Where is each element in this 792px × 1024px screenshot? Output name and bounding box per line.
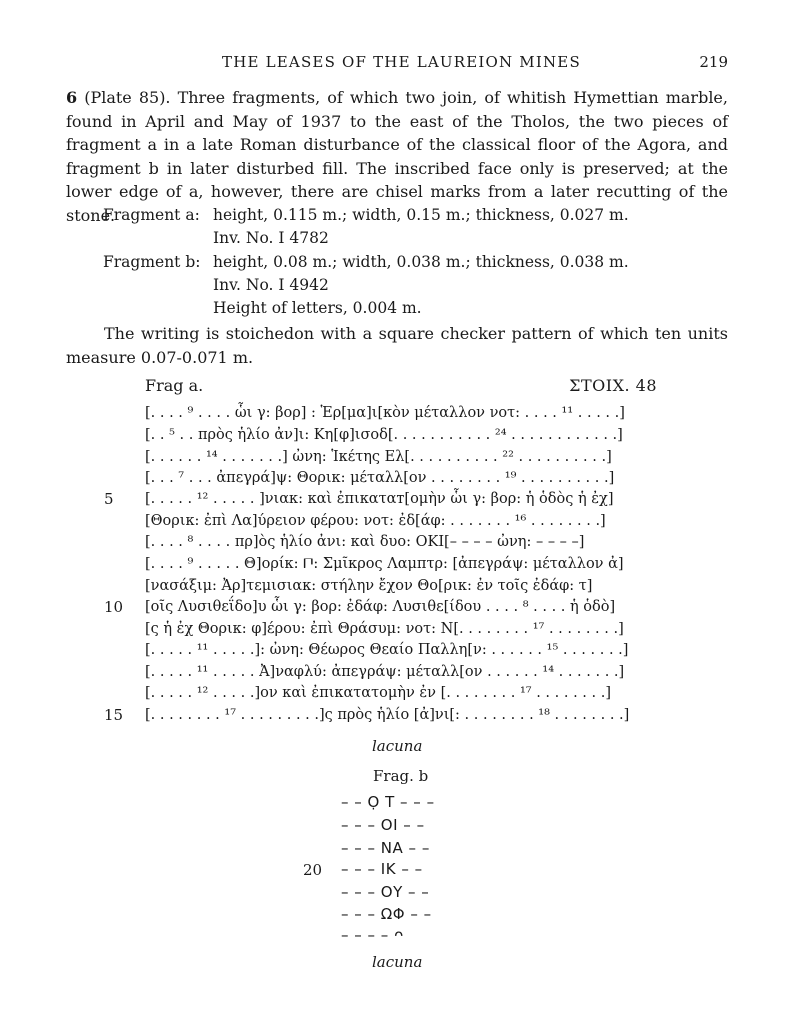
- frag-a-heading: [145, 376, 657, 398]
- inscription-line-11: [ς ἡ ἐχ Θορικ: φ]έρου: ἐπὶ Θράσυμ: νοτ: Ν[. . . . . . . . ¹⁷ . . . . . . . .]: [145, 621, 624, 637]
- lacuna-a: lacuna: [372, 737, 423, 755]
- inscription-line-4: [. . . ⁷ . . . ἀπεγρά]ψ: Θορικ: μέταλλ[ον . . . . . . . . ¹⁹ . . . . . . . . . .]: [145, 470, 615, 486]
- inscription-line-2: [. . ⁵ . . πρὸς ἡλίο ἀν]ι: Κη[φ]ισοδ[. . . . . . . . . . . ²⁴ . . . . . . . . . . . .]: [145, 427, 623, 443]
- fragment-b-label: Fragment b:: [103, 253, 201, 271]
- line-number-20: 20: [303, 861, 323, 879]
- line-number-10: 10: [104, 598, 124, 616]
- line-number-5: 5: [104, 490, 114, 508]
- frag-b-line-5: – – – ΟΥ – –: [341, 883, 430, 901]
- frag-b-line-4: – – – ΙΚ – –: [341, 860, 423, 878]
- frag-b-line-7: – – – – ᴖ: [341, 926, 404, 944]
- inscription-line-15: [. . . . . . . . ¹⁷ . . . . . . . . .]ς πρὸς ἡλίο [ἀ]νι[: . . . . . . . . ¹⁸ . . . . . . . .]: [145, 707, 630, 723]
- inscription-line-10: [οῖς Λυσιθεΐδο]υ ὧι γ: βορ: ἐδάφ: Λυσιθε[ίδου . . . . ⁸ . . . . ἡ ὁδὸ]: [145, 599, 616, 615]
- fragment-a-measurements: [103, 204, 629, 227]
- frag-b-line-1: – – Ọ Τ – – –: [341, 793, 435, 811]
- inscription-line-1: [. . . . ⁹ . . . . ὧι γ: βορ] : Ἑρ[μα]ι[κὸν μέταλλον νοτ: . . . . ¹¹ . . . . .]: [145, 405, 625, 421]
- writing-note: The writing is stoichedon with a square checker pattern of which ten units measure 0.07-0.071 m.: [66, 324, 728, 367]
- inscription-line-8: [. . . . ⁹ . . . . . Θ]ορίκ: 𐅃: Σμῖκρος Λαμπτρ: [ἀπεγράψ: μέταλλον ἀ]: [145, 556, 624, 572]
- frag-b-title: Frag. b: [373, 767, 429, 785]
- fragment-b-inv-no: Inv. No. I 4942: [213, 276, 329, 294]
- inscription-line-9: [νασάξιμ: Ἀρ]τεμισιακ: στήλην ἔχον Θο[ρικ: ἐν τοῖς ἐδάφ: τ]: [145, 578, 593, 594]
- line-number-15: 15: [104, 706, 124, 724]
- frag-b-line-2: – – – ΟΙ – –: [341, 816, 425, 834]
- fragment-b-measurements: [103, 251, 629, 274]
- inscription-line-14: [. . . . . ¹² . . . . .]ον καὶ ἐπικατατομὴν ἐν [. . . . . . . . ¹⁷ . . . . . . . .]: [145, 685, 612, 701]
- inscription-line-7: [. . . . ⁸ . . . . πρ]ὸς ἡλίο ἀνι: καὶ δυο: ΟΚΙ[– – – – ὠνη: – – – –]: [145, 534, 585, 550]
- frag-a-title: Frag a.: [145, 376, 204, 395]
- running-header: [0, 53, 792, 75]
- running-title: THE LEASES OF THE LAUREION MINES: [222, 53, 581, 71]
- inscription-line-6: [Θορικ: ἐπὶ Λα]ύρειον φέρου: νοτ: ἐδ[άφ: . . . . . . . ¹⁶ . . . . . . . .]: [145, 513, 606, 529]
- entry-number: 6: [66, 88, 78, 107]
- intro-text: (Plate 85). Three fragments, of which two join, of whitish Hymettian marble, found in April and May of 1937 to the east of the Tholos, the two pieces of fragment a in a late Roman disturbance of the classical floor of the Agora, and fragment b in later disturbed fill. The inscribed face only is preserved; at the lower edge of a, however, there are chisel marks from a later recutting of the stone.: [66, 88, 728, 225]
- fragment-a-inv-no: Inv. No. I 4782: [213, 229, 329, 247]
- frag-b-line-6: – – – ΩΦ – –: [341, 905, 432, 923]
- inscription-line-5: [. . . . . ¹² . . . . . ]νιακ: καὶ ἐπικαταт[ομὴν ὧι γ: βορ: ἡ ὁδὸς ἡ ἐχ]: [145, 491, 614, 507]
- fragment-b-dimensions: height, 0.08 m.; width, 0.038 m.; thickness, 0.038 m.: [213, 253, 629, 271]
- frag-b-line-3: – – – ΝΑ – –: [341, 839, 430, 857]
- fragment-a-label: Fragment a:: [103, 206, 200, 224]
- stoichedon-count: ΣΤΟΙΧ. 48: [569, 376, 657, 395]
- inscription-line-12: [. . . . . ¹¹ . . . . .]: ὠνη: Θέωρος Θεαίο Παλλη[ν: . . . . . . ¹⁵ . . . . . . .]: [145, 642, 629, 658]
- inscription-line-3: [. . . . . . ¹⁴ . . . . . . .] ὠνη: Ἱκέτης Ελ[. . . . . . . . . . ²² . . . . . . . . . .]: [145, 449, 612, 465]
- letter-height-text: Height of letters, 0.004 m.: [213, 299, 422, 317]
- page-number: 219: [699, 53, 728, 71]
- lacuna-b: lacuna: [372, 953, 423, 971]
- fragment-a-dimensions: height, 0.115 m.; width, 0.15 m.; thickness, 0.027 m.: [213, 206, 629, 224]
- inscription-line-13: [. . . . . ¹¹ . . . . . Ἀ]ναφλύ: ἀπεγράψ: μέταλλ[ον . . . . . . ¹⁴ . . . . . . .]: [145, 664, 625, 680]
